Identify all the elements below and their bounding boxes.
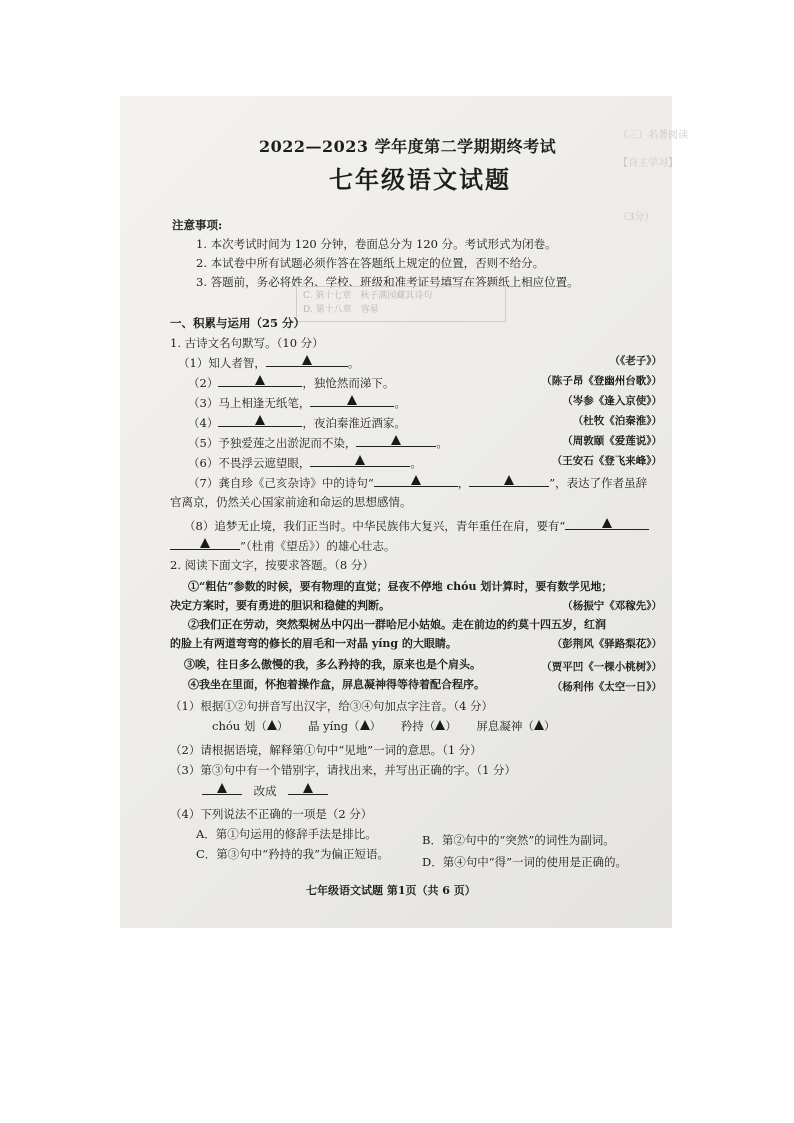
answer-blank[interactable] [218, 415, 302, 427]
q1-line-8: （8）追梦无止境，我们正当时。中华民族伟大复兴，青年重任在肩，要有“ [184, 518, 649, 534]
q2-para-4: ④我坐在里面，怀抱着操作盒，屏息凝神得等待着配合程序。 [188, 678, 485, 691]
note-item: 2. 本试卷中所有试题必须作答在答题纸上规定的位置，否则不给分。 [196, 256, 545, 270]
triangle-marker-icon [267, 720, 277, 730]
triangle-marker-icon [411, 475, 421, 485]
option-b: B．第②句中的“突然”的词性为副词。 [422, 833, 615, 847]
triangle-marker-icon [435, 720, 445, 730]
q1-line-7-cont: 官离京，仍然关心国家前途和命运的思想感情。 [170, 495, 412, 509]
triangle-marker-icon [347, 395, 357, 405]
answer-blank[interactable] [565, 518, 649, 530]
answer-blank[interactable] [310, 455, 410, 467]
answer-blank[interactable] [310, 395, 394, 407]
bleed-text: （三）名著阅读 [618, 130, 688, 141]
q2-para-2: ②我们正在劳动，突然梨树丛中闪出一群哈尼小姑娘。走在前边的约莫十四五岁，红润 [188, 618, 606, 631]
q1-line-2: （2） ，独怆然而涕下。 [188, 376, 395, 390]
answer-blank[interactable] [266, 355, 348, 367]
stamp-line: C. 第十七章 秋子满园藏其诗句 [303, 291, 433, 301]
source-citation: （贾平凹《一棵小桃树》） [541, 661, 662, 673]
q2-sub-1: （1）根据①②句拼音写出汉字，给③④句加点字注音。（4 分） [170, 699, 494, 713]
q2-para-1-cont: 决定方案时，要有勇进的胆识和稳健的判断。 [170, 599, 390, 612]
q1-line-8-cont: ”（杜甫《望岳》）的雄心壮志。 [170, 538, 395, 554]
page-footer: 七年级语文试题 第1页（共 6 页） [306, 884, 476, 897]
option-c: C．第③句中“矜持的我”为偏正短语。 [196, 847, 390, 861]
exam-paper-photo [120, 96, 688, 928]
exam-title-line2: 七年级语文试题 [329, 165, 511, 194]
pinyin-items-row: chóu 划（ ） 晶 yíng（ ） 矜持（ ） 屏息凝神（ ） [212, 719, 556, 733]
q1-line-6: （6）不畏浮云遮望眼， 。 [188, 456, 422, 470]
triangle-marker-icon [302, 355, 312, 365]
q1-line-3: （3）马上相逢无纸笔， 。 [188, 396, 406, 410]
source-citation: （杨振宁《邓稼先》） [562, 600, 662, 612]
option-d: D．第④句中“得”一词的使用是正确的。 [422, 855, 627, 869]
option-a: A．第①句运用的修辞手法是排比。 [196, 827, 377, 841]
q1-line-4: （4） ，夜泊秦淮近酒家。 [188, 416, 406, 430]
triangle-marker-icon [534, 720, 544, 730]
triangle-marker-icon [355, 455, 365, 465]
q1-line-5: （5）予独爱莲之出淤泥而不染， 。 [188, 436, 448, 450]
q2-sub-4: （4）下列说法不正确的一项是（2 分） [170, 807, 373, 821]
note-item: 3. 答题前，务必将姓名、学校、班级和准考证号填写在答题纸上相应位置。 [196, 275, 579, 289]
triangle-marker-icon [255, 415, 265, 425]
q1-line-1: （1）知人者智， 。 [178, 356, 360, 370]
triangle-marker-icon [217, 783, 227, 793]
answer-blank[interactable] [356, 435, 436, 447]
bleed-text: 【自主学习】 [618, 158, 678, 169]
source-citation: （《老子》） [609, 355, 662, 367]
q2-sub-3-answer: 改成 [202, 783, 328, 799]
stamp-line: D. 第十八章 容易 [303, 305, 379, 315]
source-citation: （杨利伟《太空一日》） [551, 681, 662, 693]
bleed-text: （3分） [618, 212, 655, 223]
answer-blank[interactable] [170, 538, 240, 550]
q1-line-7: （7）龚自珍《己亥杂诗》中的诗句“ ， ”，表达了作者虽辞 [188, 476, 648, 490]
q2-heading: 2. 阅读下面文字，按要求答题。（8 分） [170, 558, 374, 572]
faint-bleed-stamp [296, 286, 506, 322]
q2-para-3: ③唉，往日多么傲慢的我，多么矜持的我，原来也是个肩头。 [184, 658, 481, 671]
triangle-marker-icon [602, 518, 612, 528]
triangle-marker-icon [360, 720, 370, 730]
q2-para-1: ①“粗估”参数的时候，要有物理的直觉；昼夜不停地 chóu 划计算时，要有数学见地； [188, 580, 613, 593]
source-citation: （杜牧《泊秦淮》） [572, 415, 662, 427]
triangle-marker-icon [255, 375, 265, 385]
answer-blank[interactable] [374, 475, 458, 487]
source-citation: （岑参《逢入京使》） [562, 395, 662, 407]
exam-title-line1: 2022—2023 学年度第二学期期终考试 [259, 137, 557, 156]
q2-sub-2: （2）请根据语境，解释第①句中“见地”一词的意思。（1 分） [170, 743, 482, 757]
q1-heading: 1. 古诗文名句默写。（10 分） [170, 336, 324, 350]
q2-para-2-cont: 的脸上有两道弯弯的修长的眉毛和一对晶 yíng 的大眼睛。 [170, 637, 457, 650]
answer-blank[interactable] [218, 375, 302, 387]
q2-sub-3: （3）第③句中有一个错别字，请找出来，并写出正确的字。（1 分） [170, 763, 517, 777]
source-citation: （陈子昂《登幽州台歌》） [541, 375, 662, 387]
triangle-marker-icon [200, 538, 210, 548]
answer-blank[interactable] [469, 475, 549, 487]
section1-heading: 一、积累与运用（25 分） [170, 316, 306, 330]
answer-blank[interactable] [202, 783, 242, 795]
note-item: 1. 本次考试时间为 120 分钟，卷面总分为 120 分。考试形式为闭卷。 [196, 237, 557, 251]
notes-heading: 注意事项: [172, 218, 223, 232]
source-citation: （王安石《登飞来峰》） [551, 455, 662, 467]
triangle-marker-icon [391, 435, 401, 445]
source-citation: （周敦颐《爱莲说》） [562, 435, 662, 447]
triangle-marker-icon [504, 475, 514, 485]
answer-blank[interactable] [288, 783, 328, 795]
source-citation: （彭荆风《驿路梨花》） [551, 638, 662, 650]
triangle-marker-icon [303, 783, 313, 793]
